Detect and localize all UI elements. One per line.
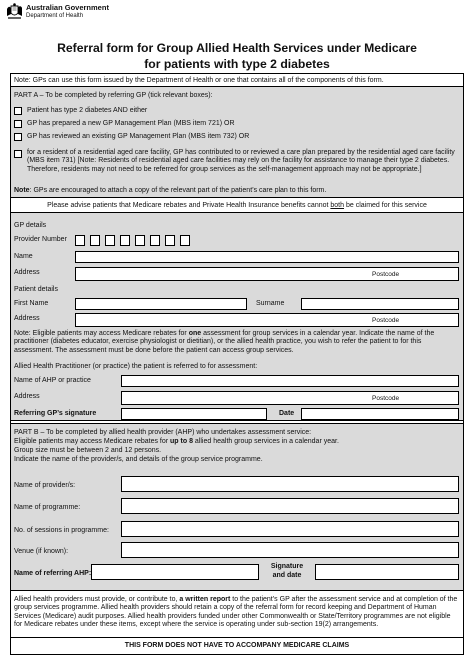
ahp-signature-date-field[interactable] xyxy=(315,564,459,580)
checkbox-reviewed-gp-plan[interactable] xyxy=(14,133,22,141)
part-b-section xyxy=(11,423,463,591)
first-name-field[interactable] xyxy=(75,298,247,310)
provider-number-digit-2[interactable] xyxy=(90,235,100,246)
option-new-gp-plan: GP has prepared a new GP Management Plan (MBS item 721) OR xyxy=(27,120,235,127)
top-note-band xyxy=(11,74,463,87)
ahp-address-field[interactable] xyxy=(121,391,459,405)
provider-number-digit-8[interactable] xyxy=(180,235,190,246)
provider-names-label: Name of provider/s: xyxy=(14,482,76,489)
bottom-note: Allied health providers must provide, or contribute to, a written report to the patient’s GP after the assessment service and at completion of the group services programme. Allied health providers should retain a copy of the referral form for record keeping and Department of Human Services (Medicare) audit purposes. Allied health providers funded under other Commonwealth or State/Territory programmes are not eligible for Medicare rebates under these items, except where the service is operating under sub-section 19(2) arrangements. xyxy=(14,596,458,629)
ahp-intro: Allied Health Practitioner (or practice) the patient is referred to for assessment: xyxy=(14,363,258,370)
referring-ahp-field[interactable] xyxy=(91,564,259,580)
referring-ahp-label: Name of referring AHP: xyxy=(14,570,92,577)
form-title-line-2: for patients with type 2 diabetes xyxy=(144,57,330,71)
gp-postcode-label: Postcode xyxy=(372,271,400,278)
checkbox-aged-care-plan[interactable] xyxy=(14,150,22,158)
gp-signature-field[interactable] xyxy=(121,408,267,420)
government-logo xyxy=(6,3,109,21)
part-b-line-3: Indicate the name of the provider/s, and details of the group service programme. xyxy=(14,456,263,463)
provider-number-digit-4[interactable] xyxy=(120,235,130,246)
ahp-signature-date-label: Signature and date xyxy=(270,563,304,579)
advise-underlined-word: both xyxy=(330,202,345,209)
footer-band xyxy=(11,638,463,654)
provider-names-field[interactable] xyxy=(121,476,459,492)
patient-postcode-label: Postcode xyxy=(372,317,400,324)
sessions-count-label: No. of sessions in programme: xyxy=(14,527,109,534)
bottom-note-band xyxy=(11,591,463,638)
first-name-label: First Name xyxy=(14,300,49,307)
provider-number-digit-5[interactable] xyxy=(135,235,145,246)
part-b-line-1: Eligible patients may access Medicare rebates for up to 8 allied health group services in a calendar year. xyxy=(14,438,339,445)
sessions-count-field[interactable] xyxy=(121,521,459,537)
venue-label: Venue (if known): xyxy=(14,548,69,555)
gp-details-heading: GP details xyxy=(14,222,47,229)
patient-address-field[interactable] xyxy=(75,313,459,327)
ahp-address-label: Address xyxy=(14,393,40,400)
part-b-heading: PART B – To be completed by allied health provider (AHP) who undertakes assessment service: xyxy=(14,429,312,436)
coat-of-arms-icon xyxy=(6,3,23,21)
form-title-line-1: Referral form for Group Allied Health Services under Medicare xyxy=(57,41,417,55)
provider-number-digit-6[interactable] xyxy=(150,235,160,246)
provider-number-label: Provider Number xyxy=(14,236,67,243)
gp-address-label: Address xyxy=(14,269,40,276)
gp-date-label: Date xyxy=(279,410,295,417)
department-name: Department of Health xyxy=(26,13,84,19)
patient-address-label: Address xyxy=(14,315,40,322)
patient-details-heading: Patient details xyxy=(14,286,58,293)
footer-notice: THIS FORM DOES NOT HAVE TO ACCOMPANY MEDICARE CLAIMS xyxy=(124,642,350,649)
advise-notice: Please advise patients that Medicare rebates and Private Health Insurance benefits cannot both be claimed for this service xyxy=(47,202,427,209)
part-a-section xyxy=(11,87,463,198)
top-note: Note: GPs can use this form issued by the Department of Health or one that contains all of the components of this form. xyxy=(14,77,384,84)
programme-name-field[interactable] xyxy=(121,498,459,514)
option-type-2-diabetes: Patient has type 2 diabetes AND either xyxy=(27,107,148,114)
option-reviewed-gp-plan: GP has reviewed an existing GP Management Plan (MBS item 732) OR xyxy=(27,133,250,140)
part-b-line-2: Group size must be between 2 and 12 persons. xyxy=(14,447,162,454)
part-a-note-text: : GPs are encouraged to attach a copy of the relevant part of the patient’s care plan to this form. xyxy=(29,187,327,194)
bottom-note-bold: a written report xyxy=(179,596,231,603)
gp-name-field[interactable] xyxy=(75,251,459,263)
eligibility-note-bold: one xyxy=(188,330,202,337)
ahp-postcode-label: Postcode xyxy=(372,395,400,402)
eligibility-note: Note: Eligible patients may access Medicare rebates for one assessment for group services in a calendar year. Indicate the name of the practitioner (diabetes educator, exercise physiologist or dietitian), or the allied health practice, you wish to refer the patient to for this assessment. The assessment must be done before the patient can access group services. xyxy=(14,330,435,354)
gp-patient-section xyxy=(11,213,463,421)
form-frame xyxy=(10,73,464,655)
ahp-name-label: Name of AHP or practice xyxy=(14,377,91,384)
option-aged-care-plan: for a resident of a residential aged care facility, GP has contributed to or reviewed a care plan prepared by the residential aged care facility (MBS item 731) [Note: Residents of residential aged care facilities may rely on the facility for assistance to manage their type 2 diabetes. Therefore, residents may not need to be referred for group services as the self-management approach may not be appropriate.] xyxy=(27,149,455,173)
provider-number-digit-7[interactable] xyxy=(165,235,175,246)
part-a-heading: PART A – To be completed by referring GP (tick relevant boxes): xyxy=(14,92,213,99)
checkbox-type-2-diabetes[interactable] xyxy=(14,107,22,115)
surname-label: Surname xyxy=(256,300,285,307)
surname-field[interactable] xyxy=(301,298,459,310)
gp-address-field[interactable] xyxy=(75,267,459,281)
provider-number-digit-3[interactable] xyxy=(105,235,115,246)
programme-name-label: Name of programme: xyxy=(14,504,81,511)
venue-field[interactable] xyxy=(121,542,459,558)
form-title xyxy=(0,40,474,72)
checkbox-new-gp-plan[interactable] xyxy=(14,120,22,128)
advise-band xyxy=(11,198,463,213)
part-b-line-1-bold: up to 8 xyxy=(170,438,193,445)
gp-signature-label: Referring GP’s signature xyxy=(14,410,97,417)
government-name: Australian Government xyxy=(26,3,109,12)
part-a-note xyxy=(14,187,459,195)
gp-date-field[interactable] xyxy=(301,408,459,420)
gp-name-label: Name xyxy=(14,253,33,260)
provider-number-digit-1[interactable] xyxy=(75,235,85,246)
part-a-note-label: Note xyxy=(14,187,30,194)
ahp-name-field[interactable] xyxy=(121,375,459,387)
